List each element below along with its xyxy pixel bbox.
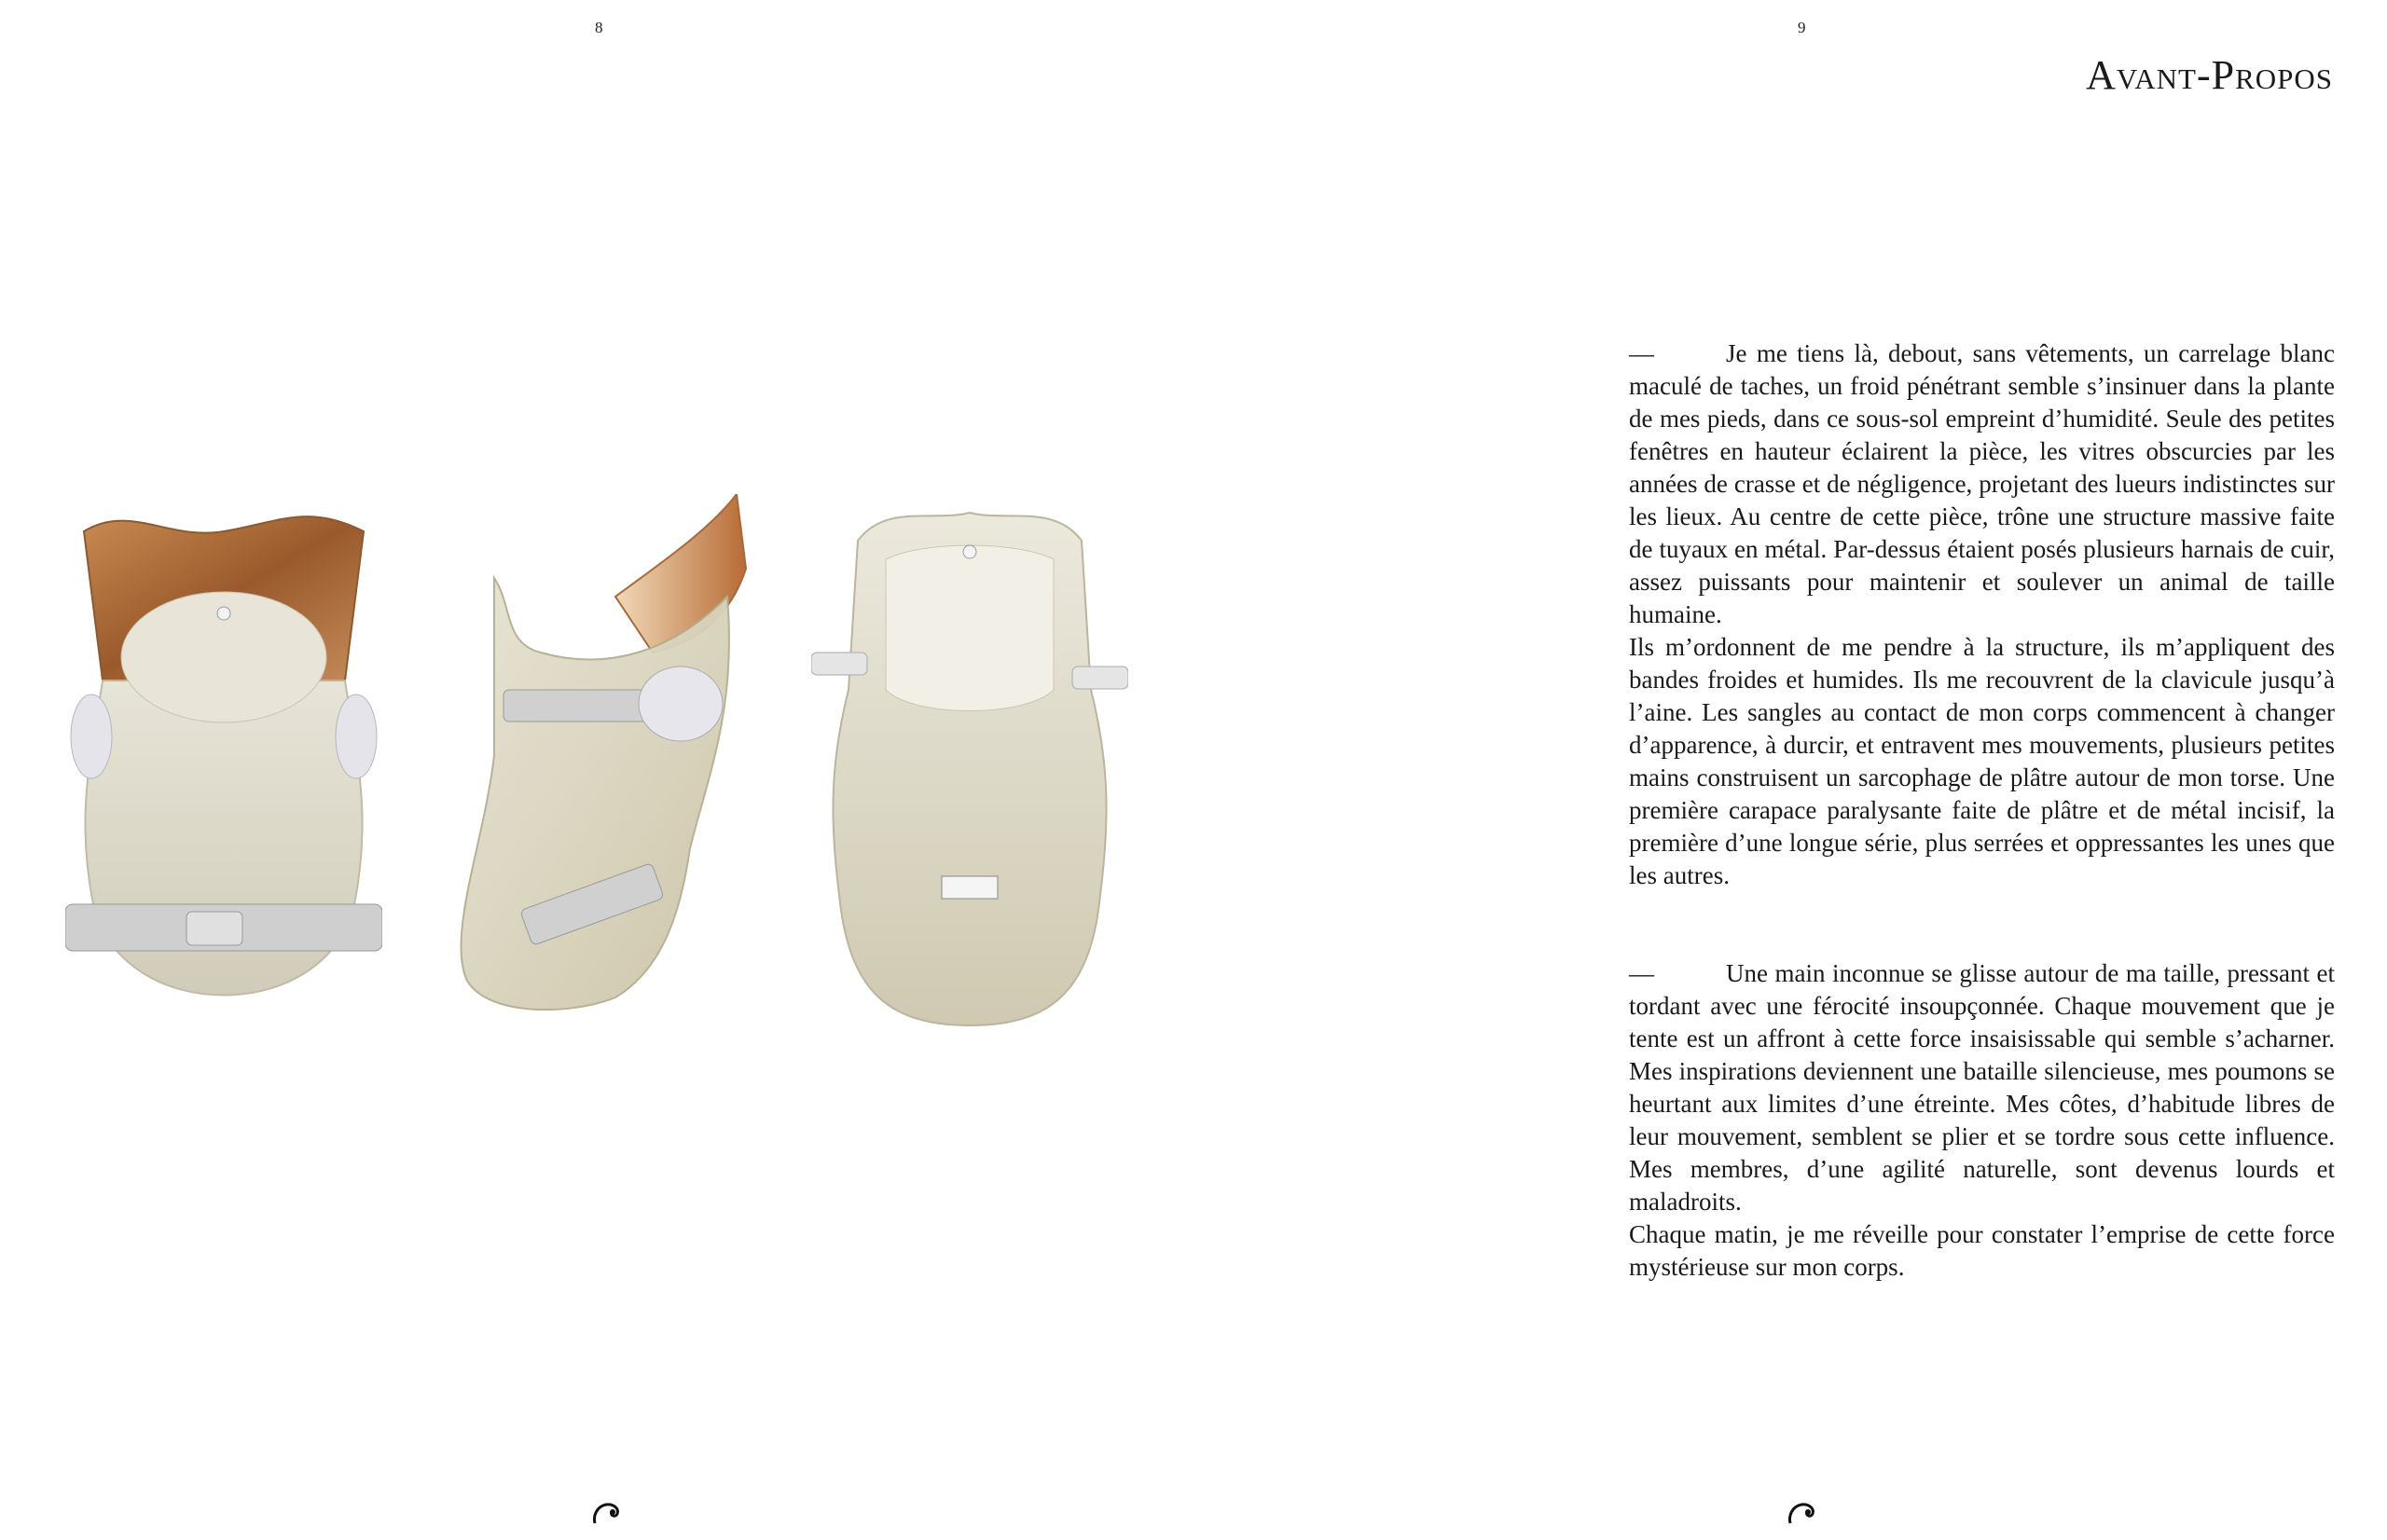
brace-back-view-image: [811, 503, 1128, 1044]
paragraph: [1629, 337, 2335, 631]
em-dash: —: [1629, 339, 1654, 367]
body-text: [1629, 337, 2335, 1284]
brace-front-view-image: [65, 503, 382, 1044]
em-dash: —: [1629, 959, 1654, 987]
page-number: 9: [1798, 19, 1806, 36]
paragraph: Chaque matin, je me réveille pour constater l’emprise de cette force mystérieuse sur mon corps.: [1629, 1220, 2335, 1281]
paragraph-block: [1629, 957, 2335, 1284]
page-number: 8: [595, 19, 603, 36]
paragraph: [1629, 957, 2335, 1218]
music-fermata-ornament-icon: [587, 1492, 625, 1529]
brace-side-view-image: [429, 494, 765, 1035]
paragraph-block: [1629, 337, 2335, 892]
paragraph: Ils m’ordonnent de me pendre à la structure, ils m’appliquent des bandes froides et humides. Ils me recouvrent de la clavicule jusqu’à l’aine. Les sangles au contact de mon corps commencent à changer d’apparence, à durcir, et entravent mes mouvements, plusieurs petites mains construisent un sarcophage de plâtre autour de mon torse. Une première carapace paralysante faite de plâtre et de métal incisif, la première d’une longue série, plus serrées et oppressantes les unes que les autres.: [1629, 633, 2335, 889]
right-page: [1194, 0, 2387, 1540]
paragraph-text: Une main inconnue se glisse autour de ma taille, pressant et tordant avec une férocité insoupçonnée. Chaque mouvement que je tente est un affront à cette force insaisissable qui semble s’acharner. Mes inspirations deviennent une bataille silencieuse, mes poumons se heurtant aux limites d’une étreinte. Mes côtes, d’habitude libres de leur mouvement, semblent se plier et se tordre sous cette influence. Mes membres, d’une agilité naturelle, sont devenus lourds et maladroits.: [1629, 959, 2335, 1216]
chapter-title: Avant-Propos: [2086, 52, 2333, 98]
paragraph-text: Je me tiens là, debout, sans vêtements, un carrelage blanc maculé de taches, un froid pénétrant semble s’insinuer dans la plante de mes pieds, dans ce sous-sol empreint d’humidité. Seule des petites fenêtres en hauteur éclairent la pièce, les vitres obscurcies par les années de crasse et de négligence, projetant des lueurs indistinctes sur les lieux. Au centre de cette pièce, trône une structure massive faite de tuyaux en métal. Par-dessus étaient posés plusieurs harnais de cuir, assez puissants pour maintenir et soulever un animal de taille humaine.: [1629, 339, 2335, 628]
music-fermata-ornament-icon: [1783, 1492, 1820, 1529]
